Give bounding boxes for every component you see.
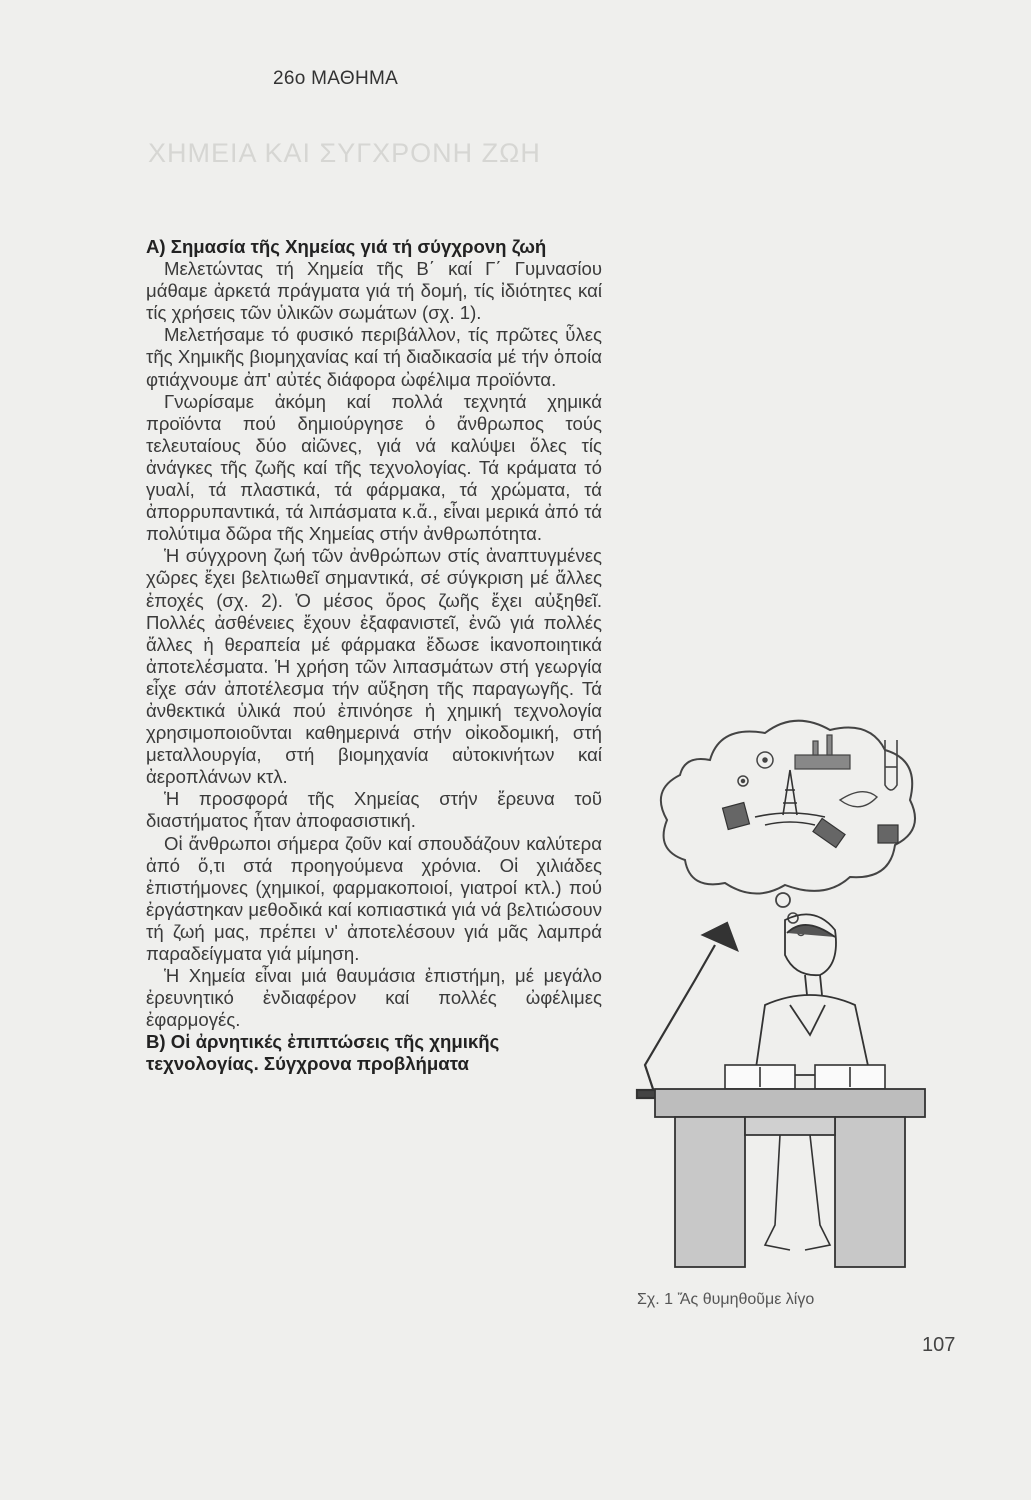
student-figure	[755, 914, 870, 1075]
factory-icon	[795, 735, 850, 769]
figure-student-thinking-illustration	[615, 705, 935, 1285]
desk	[655, 1089, 925, 1267]
test-tube-icon	[885, 740, 897, 790]
bleed-through-title: ΧΗΜΕΙΑ ΚΑΙ ΣΥΓΧΡΟΝΗ ΖΩΗ	[148, 138, 541, 168]
paragraph-3: Γνωρίσαμε ἀκόμη καί πολλά τεχνητά χημικά προϊόντα πού δημιούργησε ὁ ἄνθρωπος τούς τελευταίους δύο αἰῶνες, γιά νά καλύψει ὅλες τίς ἀνάγκες τῆς ζωῆς καί τῆς τεχνολογίας. Τά κράματα τό γυαλί, τά πλαστικά, τά φάρμακα, τά χρώματα, τά ἀπορρυπαντικά, τά λιπάσματα κ.ἄ., εἶναι μερικά ἀπό τά πολύτιμα δῶρα τῆς Χημείας στήν ἀνθρωπότητα.	[146, 390, 602, 545]
desk-lamp-icon	[637, 923, 737, 1098]
paragraph-7: Ἡ Χημεία εἶναι μιά θαυμάσια ἐπιστήμη, μέ μεγάλο ἐρευνητικό ἐνδιαφέρον καί πολλές ὠφέλιμες ἐφαρμογές.	[146, 965, 602, 1031]
materials-icons	[723, 803, 898, 848]
paragraph-1: Μελετώντας τή Χημεία τῆς Β΄ καί Γ΄ Γυμνασίου μάθαμε ἀρκετά πράγματα γιά τή δομή, τίς ἰδιότητες καί τίς χρήσεις τῶν ὑλικῶν σωμάτων (σχ. 1).	[146, 258, 602, 324]
body-text-column	[146, 236, 602, 1076]
section-b-heading: Β) Οἱ ἀρνητικές ἐπιπτώσεις τῆς χημικῆς τεχνολογίας. Σύγχρονα προβλήματα	[146, 1031, 500, 1075]
atom-icon	[738, 752, 773, 786]
paragraph-6: Οἱ ἄνθρωποι σήμερα ζοῦν καί σπουδάζουν καλύτερα ἀπό ὅ,τι στά προηγούμενα χρόνια. Οἱ χιλιάδες ἐπιστήμονες (χημικοί, φαρμακοποιοί, γιατροί κτλ.) πού ἐργάστηκαν μεθοδικά καί κοπιαστικά γιά νά βελτιώσουν τή ζωή μας, πρέπει ν' ἀποτελέσουν γιά μᾶς λαμπρά παραδείγματα γιά μίμηση.	[146, 832, 602, 964]
section-a-heading: Α) Σημασία τῆς Χημείας γιά τή σύγχρονη ζωή	[146, 236, 547, 257]
student-legs	[765, 1135, 830, 1250]
page-number: 107	[922, 1334, 956, 1356]
oil-rig-icon	[755, 770, 825, 825]
thought-cloud	[661, 721, 915, 894]
paragraph-4: Ἡ σύγχρονη ζωή τῶν ἀνθρώπων στίς ἀναπτυγμένες χῶρες ἔχει βελτιωθεῖ σημαντικά, σέ σύγκριση μέ ἄλλες ἐποχές (σχ. 2). Ὁ μέσος ὅρος ζωῆς ἔχει αὐξηθεῖ. Πολλές ἀσθένειες ἔχουν ἐξαφανιστεῖ, ἐνῶ γιά πολλές ἄλλες ἡ θεραπεία μέ φάρμακα ἔδωσε ἱκανοποιητικά ἀποτελέσματα. Ἡ χρήση τῶν λιπασμάτων στή γεωργία εἶχε σάν ἀποτέλεσμα τήν αὔξηση τῆς παραγωγῆς. Τά ἀνθεκτικά ὑλικά πού ἐπινόησε ἡ χημική τεχνολογία χρησιμοποιοῦνται καθημερινά στήν οἰκοδομική, στή μεταλλουργία, στή βιομηχανία αὐτοκινήτων καί ἀεροπλάνων κτλ.	[146, 545, 602, 788]
paragraph-2: Μελετήσαμε τό φυσικό περιβάλλον, τίς πρῶτες ὗλες τῆς Χημικῆς βιομηχανίας καί τή διαδικασία μέ τήν ὁποία φτιάχνουμε ἀπ' αὐτές διάφορα ὠφέλιμα προϊόντα.	[146, 324, 602, 390]
open-books	[725, 1065, 885, 1089]
leaf-icon	[840, 792, 877, 807]
lesson-label: 26ο ΜΑΘΗΜΑ	[273, 68, 399, 89]
figure-caption: Σχ. 1 Ἄς θυμηθοῦμε λίγο	[637, 1291, 815, 1308]
paragraph-5: Ἡ προσφορά τῆς Χημείας στήν ἔρευνα τοῦ διαστήματος ἦταν ἀποφασιστική.	[146, 788, 602, 832]
